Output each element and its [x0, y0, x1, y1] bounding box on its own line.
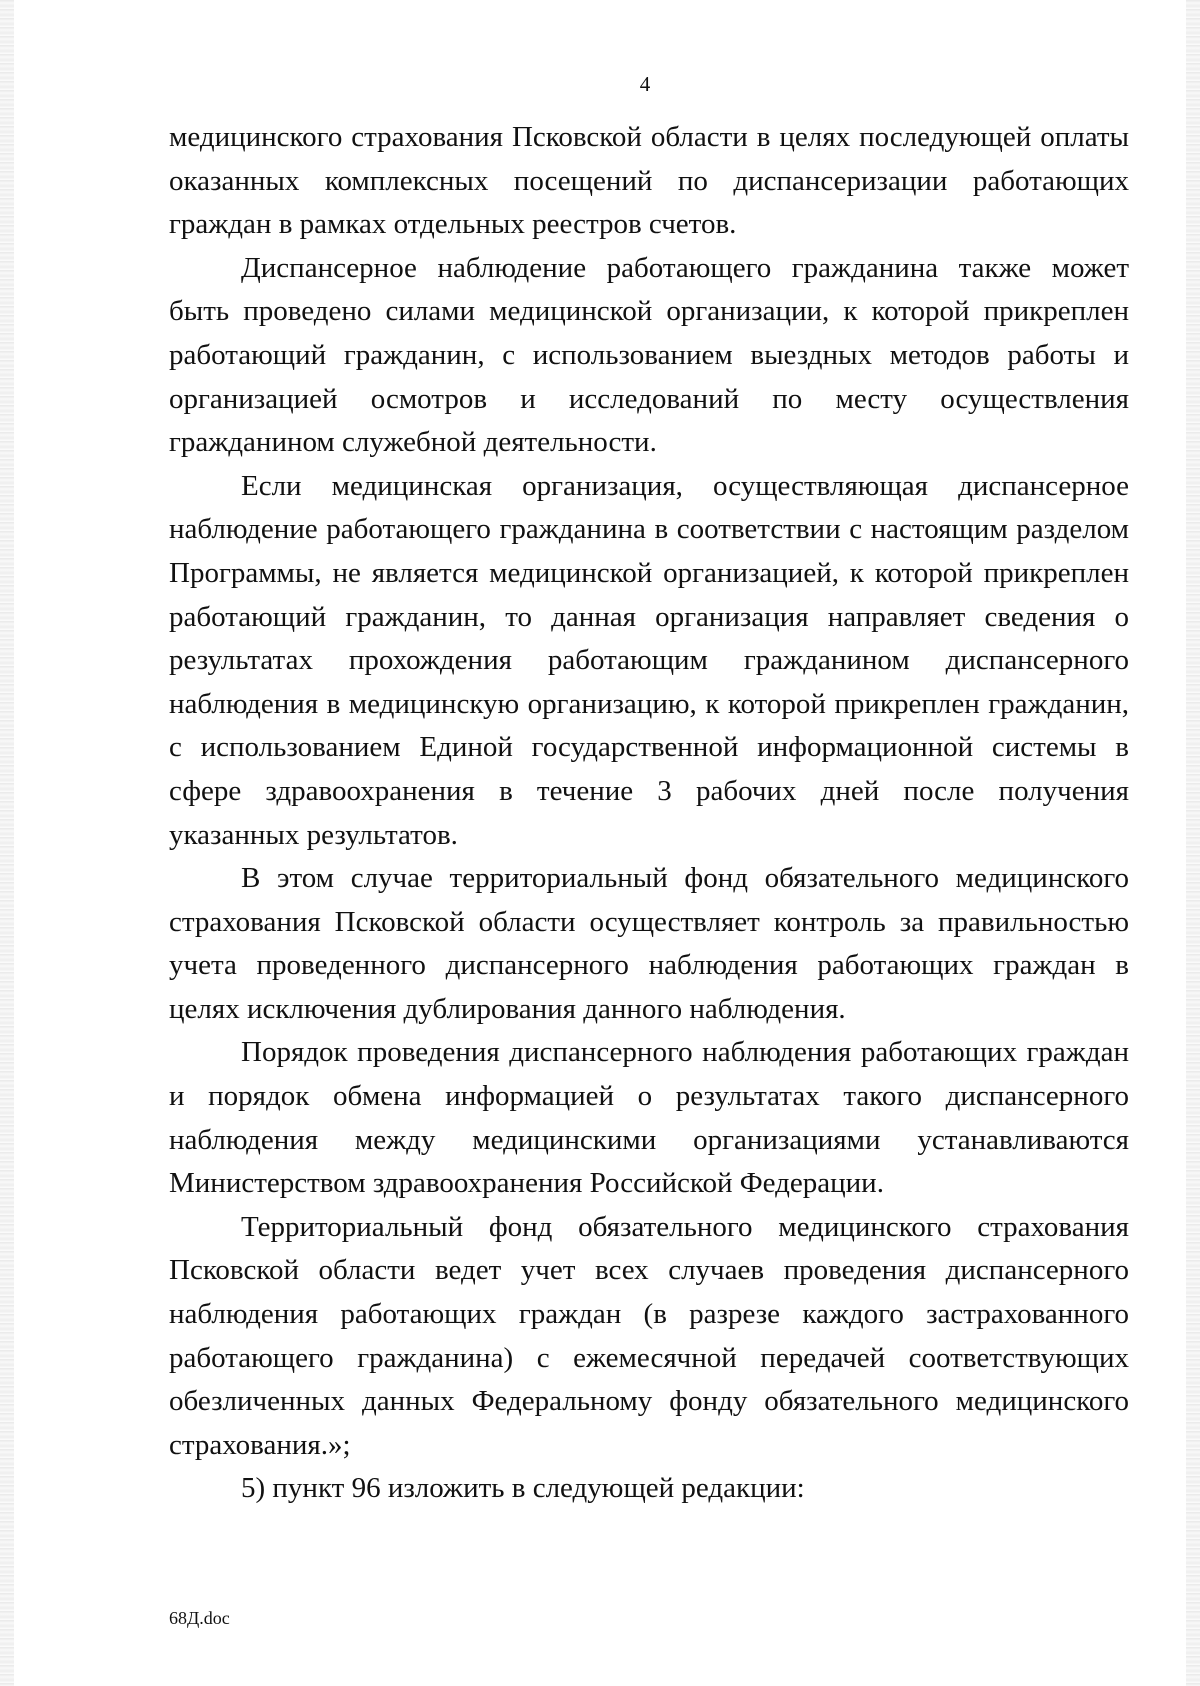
paragraph-continuation: медицинского страхования Псковской области в целях последующей оплаты оказанных комплексных посещений по диспансеризации работающих граждан в рамках отдельных реестров счетов.: [169, 121, 1129, 241]
paragraph: В этом случае территориальный фонд обязательного медицинского страхования Псковской области осуществляет контроль за правильностью учета проведенного диспансерного наблюдения работающих граждан в целях исключения дублирования данного наблюдения.: [169, 862, 1129, 1025]
page-number: 4: [639, 72, 651, 96]
paragraph-list-item: 5) пункт 96 изложить в следующей редакции:: [241, 1472, 805, 1505]
scan-edge-left: [0, 0, 14, 1686]
paragraph: Диспансерное наблюдение работающего гражданина также может быть проведено силами медицинской организации, к которой прикреплен работающий гражданин, с использованием выездных методов работы и организацией осмотров и исследований по месту осуществления гражданином служебной деятельности.: [169, 251, 1129, 459]
paragraph: Порядок проведения диспансерного наблюдения работающих граждан и порядок обмена информацией о результатах такого диспансерного наблюдения между медицинскими организациями устанавливаются Министерством здравоохранения Российской Федерации.: [169, 1036, 1129, 1200]
paragraph: Территориальный фонд обязательного медицинского страхования Псковской области ведет учет всех случаев проведения диспансерного наблюдения работающих граждан (в разрезе каждого застрахованного работающего гражданина) с ежемесячной передачей соответствующих обезличенных данных Федеральному фонду обязательного медицинского страхования.»;: [169, 1210, 1129, 1461]
scan-edge-right: [1186, 0, 1200, 1686]
file-name-footer: 68Д.doc: [169, 1608, 230, 1628]
paragraph: Если медицинская организация, осуществляющая диспансерное наблюдение работающего гражданина в соответствии с настоящим разделом Программы, не является медицинской организацией, к которой прикреплен работающий гражданин, то данная организация направляет сведения о результатах прохождения работающим гражданином диспансерного наблюдения в медицинскую организацию, к которой прикреплен гражданин, с использованием Единой государственной информационной системы в сфере здравоохранения в течение 3 рабочих дней после получения указанных результатов.: [169, 469, 1129, 851]
document-body: [169, 116, 1129, 1511]
